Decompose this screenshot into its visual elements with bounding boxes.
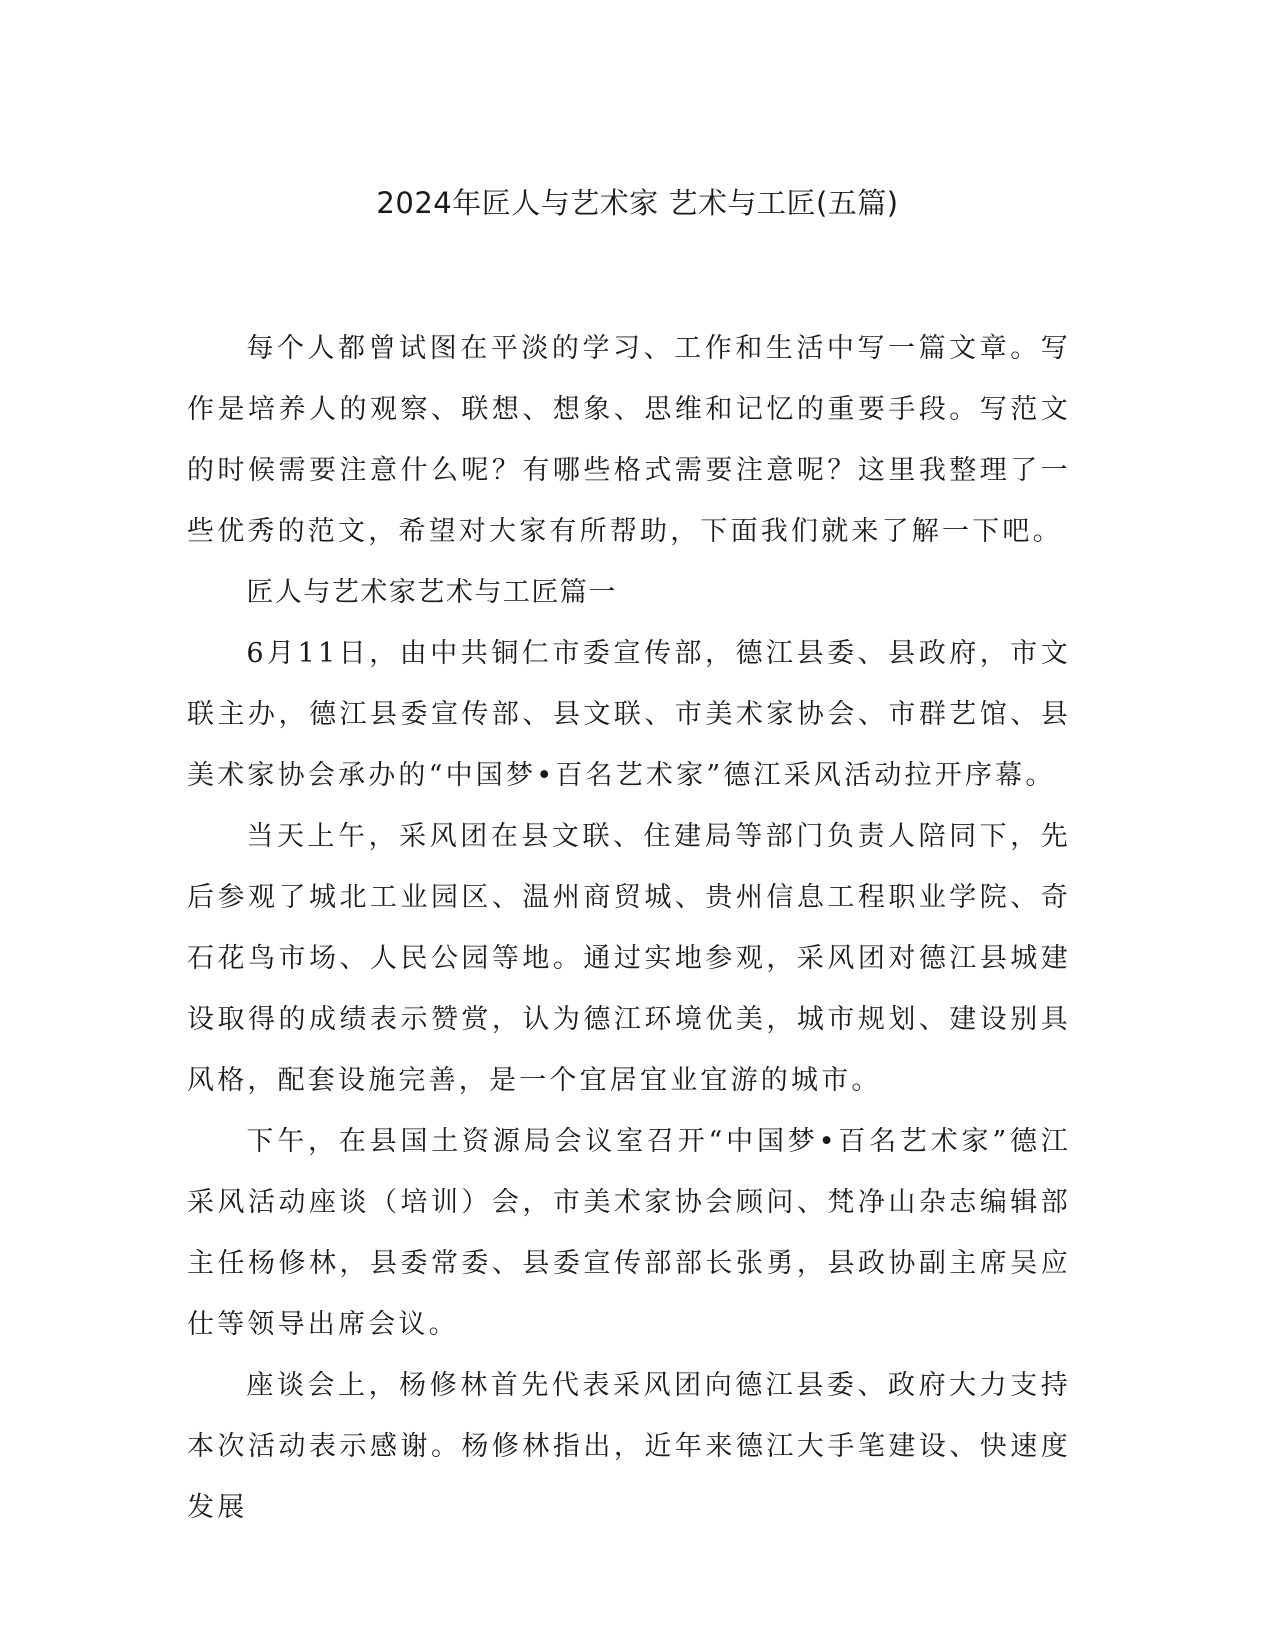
document-title: 2024年匠人与艺术家 艺术与工匠(五篇)	[376, 186, 899, 220]
section-heading: 匠人与艺术家艺术与工匠篇一	[246, 577, 617, 608]
body-paragraph: 下午，在县国土资源局会议室召开“中国梦•百名艺术家”德江采风活动座谈（培训）会，市美术家协会顾问、梵净山杂志编辑部主任杨修林，县委常委、县委宣传部部长张勇，县政协副主席吴应仕等领导出席会议。	[187, 1126, 1071, 1340]
body-paragraph: 6月11日，由中共铜仁市委宣传部，德江县委、县政府，市文联主办，德江县委宣传部、县文联、市美术家协会、市群艺馆、县美术家协会承办的“中国梦•百名艺术家”德江采风活动拉开序幕。	[187, 638, 1071, 791]
document-body	[187, 318, 1071, 1538]
body-paragraph: 当天上午，采风团在县文联、住建局等部门负责人陪同下，先后参观了城北工业园区、温州商贸城、贵州信息工程职业学院、奇石花鸟市场、人民公园等地。通过实地参观，采风团对德江县城建设取得的成绩表示赞赏，认为德江环境优美，城市规划、建设别具风格，配套设施完善，是一个宜居宜业宜游的城市。	[187, 821, 1071, 1096]
body-paragraph: 座谈会上，杨修林首先代表采风团向德江县委、政府大力支持本次活动表示感谢。杨修林指出，近年来德江大手笔建设、快速度发展	[187, 1370, 1071, 1523]
intro-paragraph: 每个人都曾试图在平淡的学习、工作和生活中写一篇文章。写作是培养人的观察、联想、想象、思维和记忆的重要手段。写范文的时候需要注意什么呢？有哪些格式需要注意呢？这里我整理了一些优秀的范文，希望对大家有所帮助，下面我们就来了解一下吧。	[187, 333, 1071, 547]
